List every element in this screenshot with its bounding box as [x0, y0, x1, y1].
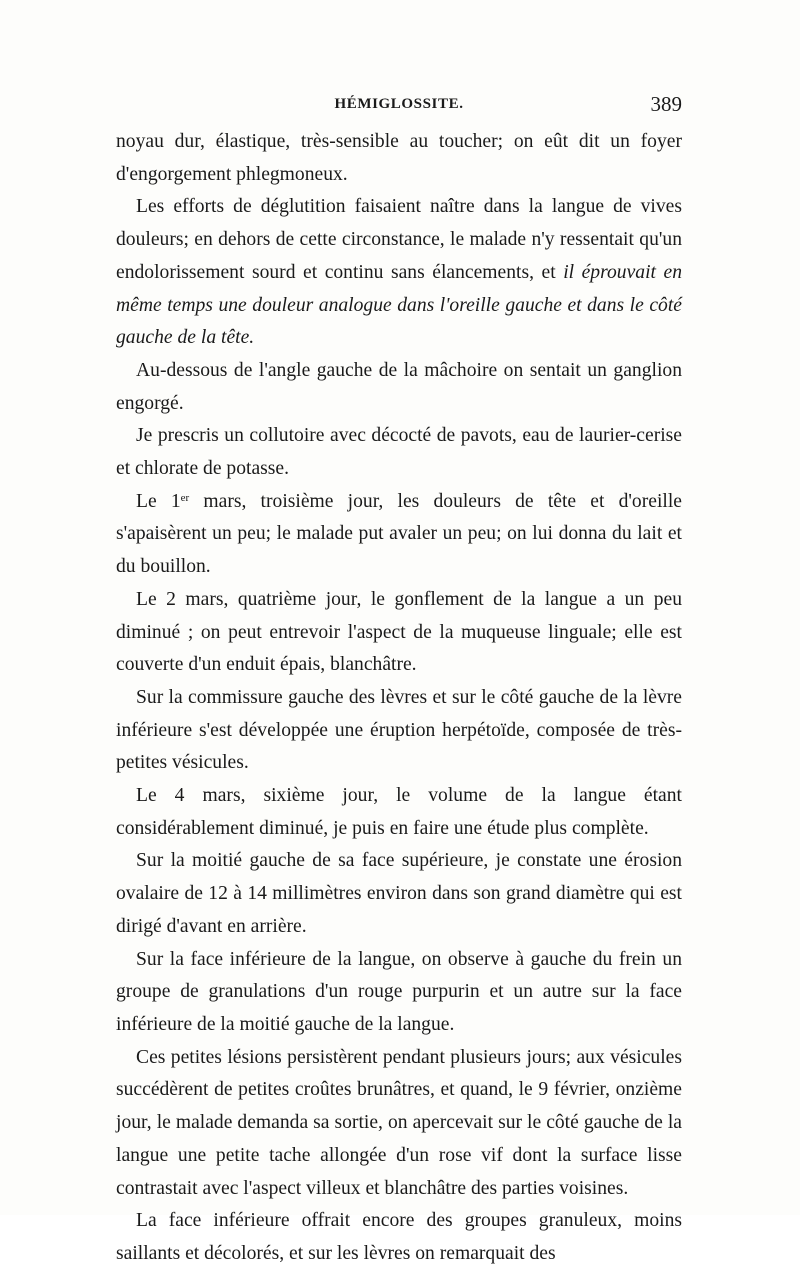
paragraph-deglutition — [116, 191, 682, 355]
paragraph-first-march — [116, 486, 682, 584]
paragraph-continuation — [116, 126, 682, 191]
paragraph-eruption — [116, 682, 682, 780]
paragraph-text: Sur la commissure gauche des lèvres et sur le côté gauche de la lèvre inférieure s'est développée une éruption herpétoïde, composée de très-petites vésicules. — [116, 686, 682, 774]
body-text — [116, 126, 682, 1271]
paragraph-text: Je prescris un collutoire avec décocté de pavots, eau de laurier-cerise et chlorate de potasse. — [116, 425, 682, 480]
paragraph-text: Ces petites lésions persistèrent pendant plusieurs jours; aux vésicules succédèrent de petites croûtes brunâtres, et quand, le 9 février, onzième jour, le malade demanda sa sortie, on apercevait sur le côté gauche de la langue une petite tache allongée d'un rose vif dont la surface lisse contrastait avec l'aspect villeux et blanchâtre des parties voisines. — [116, 1046, 682, 1199]
paragraph-second-march — [116, 584, 682, 682]
paragraph-text: noyau dur, élastique, très-sensible au toucher; on eût dit un foyer d'engorgement phlegmoneux. — [116, 131, 682, 185]
paragraph-prescription — [116, 420, 682, 485]
page-number: 389 — [650, 92, 682, 116]
paragraph-text: mars, troisième jour, les douleurs de tête et d'oreille s'apaisèrent un peu; le malade put avaler un peu; on lui donna du lait et du bouillon. — [116, 490, 682, 578]
ordinal-superscript: er — [180, 491, 190, 504]
italic-emphasis: il éprouvait en même temps une douleur analogue dans l'oreille gauche et dans le côté gauche de la tête. — [116, 261, 682, 349]
paragraph-erosion — [116, 845, 682, 943]
paragraph-text: Le 2 mars, quatrième jour, le gonflement de la langue a un peu diminué ; on peut entrevoir l'aspect de la muqueuse linguale; elle est couverte d'un enduit épais, blanchâtre. — [116, 588, 682, 676]
paragraph-text: Sur la face inférieure de la langue, on observe à gauche du frein un groupe de granulations d'un rouge purpurin et un autre sur la face inférieure de la moitié gauche de la langue. — [116, 948, 682, 1035]
paragraph-text: Les efforts de déglutition faisaient naître dans la langue de vives douleurs; en dehors de cette circonstance, le malade n'y ressentait qu'un endolorissement sourd et continu sans élancements, et — [116, 196, 682, 283]
paragraph-text: Au-dessous de l'angle gauche de la mâchoire on sentait un ganglion engorgé. — [116, 359, 682, 414]
paragraph-text: Le 4 mars, sixième jour, le volume de la langue étant considérablement diminué, je puis en faire une étude plus complète. — [116, 785, 682, 839]
paragraph-fourth-march — [116, 780, 682, 845]
paragraph-text: La face inférieure offrait encore des groupes granuleux, moins saillants et décolorés, et sur les lèvres on remarquait des — [116, 1210, 682, 1264]
paragraph-lower-face — [116, 1205, 682, 1270]
paragraph-granulations — [116, 944, 682, 1042]
paragraph-lesions — [116, 1042, 682, 1206]
paragraph-text: Sur la moitié gauche de sa face supérieure, je constate une érosion ovalaire de 12 à 14 millimètres environ dans son grand diamètre qui est dirigé d'avant en arrière. — [116, 850, 682, 937]
paragraph-ganglion — [116, 355, 682, 420]
running-title: HÉMIGLOSSITE. — [334, 96, 464, 112]
running-head — [116, 92, 682, 122]
paragraph-text: Le 1 — [136, 490, 181, 512]
